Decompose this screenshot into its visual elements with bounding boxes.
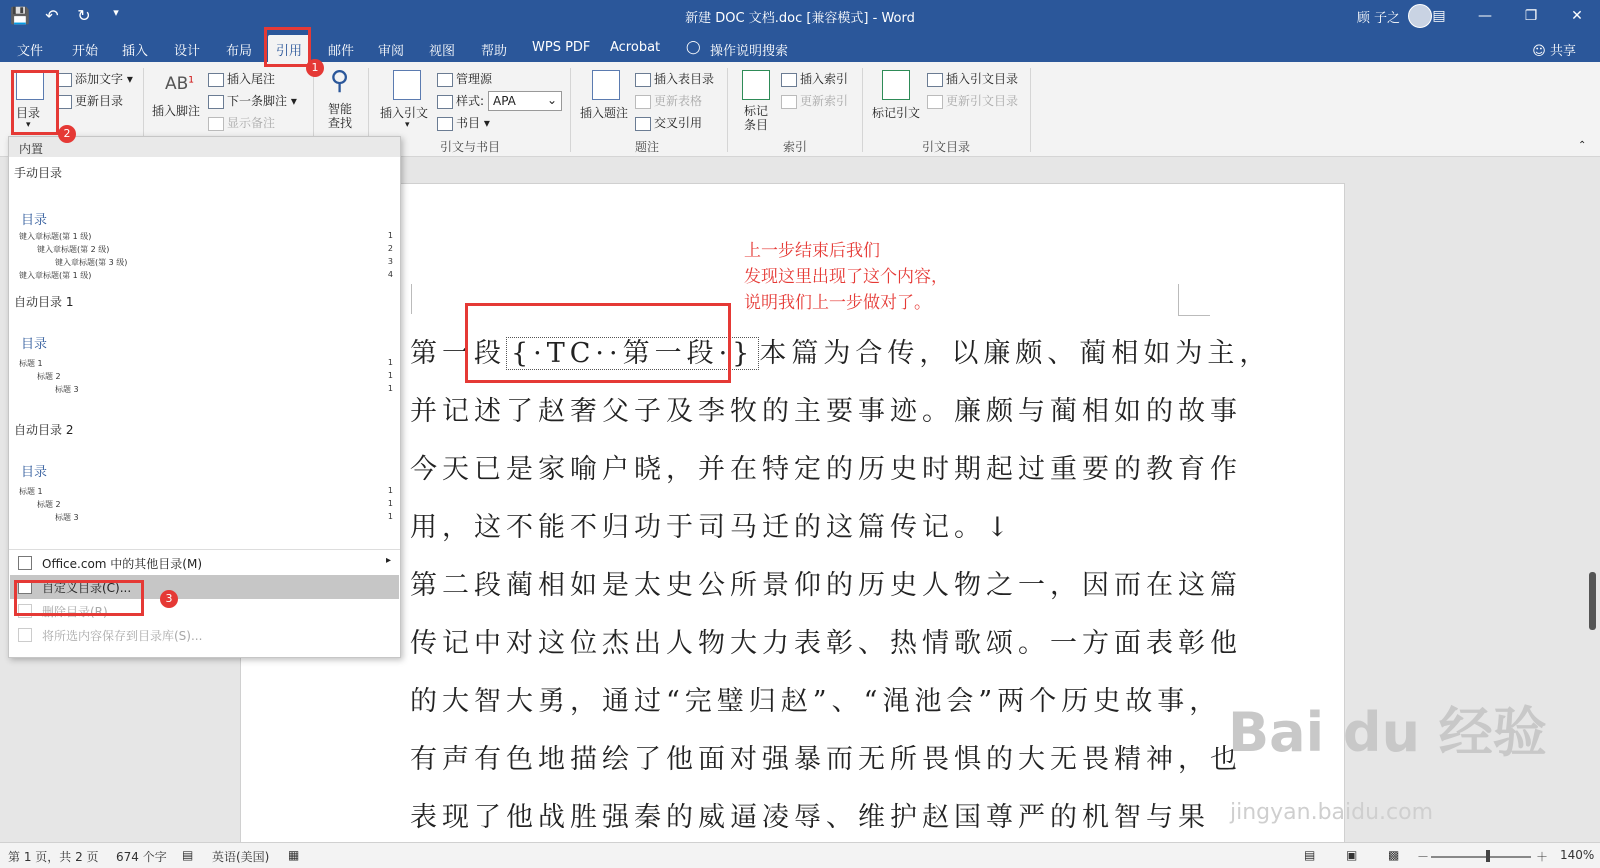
next-footnote-icon bbox=[208, 95, 224, 109]
tab-review[interactable]: 审阅 bbox=[378, 44, 405, 59]
next-footnote-button[interactable]: 下一条脚注 ▾ bbox=[208, 92, 297, 109]
update-toa-icon bbox=[927, 95, 943, 109]
more-tocs-label: Office.com 中的其他目录(M) bbox=[42, 557, 203, 571]
update-index-button[interactable] bbox=[781, 92, 848, 109]
paragraph-line: 有声有色地描绘了他面对强暴而无所畏惧的大无畏精神，也 bbox=[410, 744, 1242, 775]
toc-line-page: 3 bbox=[387, 257, 393, 266]
insert-toa-label: 插入引文目录 bbox=[946, 72, 1019, 86]
share-label: 共享 bbox=[1549, 44, 1576, 59]
save-selection-label: 将所选内容保存到目录库(S)... bbox=[42, 629, 203, 643]
menu-section-header: 内置 bbox=[9, 137, 400, 157]
custom-toc-highlight-box bbox=[14, 580, 144, 616]
toc-preview-heading: 目录 bbox=[21, 213, 48, 228]
manage-sources-button[interactable] bbox=[437, 70, 492, 87]
manual-toc-caption: 手动目录 bbox=[14, 166, 63, 180]
toc-preview-line bbox=[19, 486, 393, 498]
group-label-toa: 引文目录 bbox=[922, 140, 971, 154]
vertical-scrollbar[interactable] bbox=[1589, 572, 1596, 630]
toc-line-page: 1 bbox=[387, 486, 393, 495]
manual-toc-gallery-item[interactable] bbox=[13, 183, 397, 283]
group-label-citations: 引文与书目 bbox=[440, 140, 501, 154]
collapse-ribbon-icon[interactable]: ⌃ bbox=[1578, 140, 1587, 151]
read-mode-icon[interactable]: ▤ bbox=[1304, 848, 1316, 862]
toc-line-text: 标题 2 bbox=[37, 372, 61, 381]
insert-index-button[interactable] bbox=[781, 70, 848, 87]
window-title: 新建 DOC 文档.doc [兼容模式] - Word bbox=[685, 11, 915, 26]
citation-style-select[interactable] bbox=[488, 91, 562, 111]
toc-line-text: 键入章标题(第 2 级) bbox=[37, 245, 110, 254]
word-count[interactable]: 674 个字 bbox=[116, 850, 167, 864]
paragraph-line: 传记中对这位杰出人物大力表彰、热情歌颂。一方面表彰他 bbox=[410, 628, 1242, 659]
bibliography-button[interactable]: 书目 ▾ bbox=[437, 114, 490, 131]
annotation-line: 上一步结束后我们 bbox=[744, 241, 880, 261]
window-controls bbox=[1416, 0, 1600, 32]
tab-layout[interactable]: 布局 bbox=[226, 44, 253, 59]
paragraph-line: 并记述了赵奢父子及李牧的主要事迹。廉颇与蔺相如的故事 bbox=[410, 396, 1242, 427]
status-bar bbox=[0, 842, 1600, 868]
tab-insert[interactable]: 插入 bbox=[122, 44, 149, 59]
table-of-figures-icon bbox=[635, 73, 651, 87]
group-divider bbox=[570, 68, 571, 152]
show-notes-icon bbox=[208, 117, 224, 131]
chevron-down-icon[interactable]: ▾ bbox=[26, 120, 31, 130]
save-icon[interactable]: 💾 bbox=[10, 6, 30, 25]
update-table-label: 更新表格 bbox=[654, 94, 703, 108]
insert-citation-button[interactable]: 插入引文 bbox=[380, 106, 429, 120]
add-text-button[interactable]: 添加文字 ▾ bbox=[56, 70, 133, 87]
toc-button-highlight-box bbox=[11, 70, 59, 135]
tab-wps-pdf[interactable]: WPS PDF bbox=[532, 40, 591, 55]
tab-references[interactable]: 引用 bbox=[268, 35, 310, 65]
chevron-down-icon: ⌄ bbox=[546, 93, 557, 107]
baidu-watermark-logo: Bai du 经验 bbox=[1228, 701, 1547, 764]
endnote-icon bbox=[208, 73, 224, 87]
style-label-text: 样式: bbox=[456, 94, 485, 108]
bibliography-icon bbox=[437, 117, 453, 131]
save-selection-to-gallery-item[interactable] bbox=[10, 623, 399, 647]
toc-line-text: 键入章标题(第 1 级) bbox=[19, 232, 92, 241]
auto-toc-2-caption: 自动目录 2 bbox=[14, 423, 74, 437]
customize-icon[interactable]: ▾ bbox=[113, 6, 119, 19]
insert-caption-icon bbox=[592, 70, 620, 100]
manage-sources-icon bbox=[437, 73, 453, 87]
insert-toa-button[interactable] bbox=[927, 70, 1018, 87]
person-icon: ☺ bbox=[1532, 44, 1550, 59]
annotation-line: 发现这里出现了这个内容， bbox=[744, 267, 948, 287]
mark-citation-icon bbox=[882, 70, 910, 100]
cross-reference-button[interactable] bbox=[635, 114, 702, 131]
toc-preview-heading: 目录 bbox=[21, 465, 48, 480]
tab-home[interactable]: 开始 bbox=[72, 44, 99, 59]
user-name[interactable]: 顾 子之 bbox=[1356, 11, 1400, 26]
toc-line-page: 2 bbox=[387, 244, 393, 253]
cross-reference-label: 交叉引用 bbox=[654, 116, 703, 130]
group-divider bbox=[727, 68, 728, 152]
page-count[interactable]: 第 1 页，共 2 页 bbox=[8, 850, 99, 864]
update-index-label: 更新索引 bbox=[800, 94, 849, 108]
restore-ribbon-icon[interactable]: ▤ bbox=[1432, 8, 1446, 24]
zoom-out-button[interactable]: － bbox=[1417, 850, 1430, 864]
show-notes-button[interactable] bbox=[208, 114, 275, 131]
add-text-label: 添加文字 bbox=[75, 72, 124, 86]
update-index-icon bbox=[781, 95, 797, 109]
document-body[interactable] bbox=[410, 325, 1272, 847]
toc-line-text: 标题 3 bbox=[55, 513, 79, 522]
next-footnote-label: 下一条脚注 bbox=[227, 94, 288, 108]
minimize-icon[interactable]: — bbox=[1478, 8, 1492, 24]
update-table-button[interactable] bbox=[635, 92, 702, 109]
language-indicator[interactable]: 英语(美国) bbox=[212, 850, 270, 864]
crop-mark bbox=[1178, 284, 1210, 316]
lightbulb-icon: ◯ bbox=[686, 40, 701, 55]
insert-citation-icon bbox=[393, 70, 421, 100]
update-toa-label: 更新引文目录 bbox=[946, 94, 1019, 108]
toc-preview-line bbox=[37, 499, 393, 511]
remove-toc-label: 删除目录(R) bbox=[42, 605, 108, 619]
paragraph-line: 第二段蔺相如是太史公所景仰的历史人物之一，因而在这篇 bbox=[410, 570, 1242, 601]
tab-mailings[interactable]: 邮件 bbox=[328, 44, 355, 59]
paragraph-line: 的大智大勇，通过“完璧归赵”、“渑池会”两个历史故事， bbox=[410, 686, 1222, 717]
auto-toc-1-caption: 自动目录 1 bbox=[14, 295, 74, 309]
save-gallery-icon bbox=[18, 628, 32, 642]
toc-preview-heading: 目录 bbox=[21, 337, 48, 352]
toc-line-text: 标题 1 bbox=[19, 359, 43, 368]
baidu-watermark-url: jingyan.baidu.com bbox=[1230, 800, 1434, 825]
style-icon bbox=[437, 95, 453, 109]
tab-highlight-box bbox=[264, 27, 311, 67]
chevron-down-icon[interactable]: ▾ bbox=[405, 120, 410, 130]
paragraph-line: 用，这不能不归功于司马迁的这篇传记。↓ bbox=[410, 512, 1014, 543]
step-badge: 3 bbox=[160, 590, 178, 608]
tc-field-code[interactable]: {·TC··第一段·} bbox=[506, 337, 759, 370]
paragraph-lead: 第一段 bbox=[410, 338, 506, 369]
print-layout-icon[interactable]: ▣ bbox=[1346, 848, 1358, 862]
annotation-line: 说明我们上一步做对了。 bbox=[744, 293, 931, 313]
toc-preview-line bbox=[19, 270, 393, 282]
ribbon-tabs bbox=[0, 32, 1600, 62]
insert-index-label: 插入索引 bbox=[800, 72, 849, 86]
auto-toc-1-gallery-item[interactable] bbox=[13, 313, 397, 413]
group-divider bbox=[1030, 68, 1031, 152]
web-layout-icon[interactable]: ▩ bbox=[1388, 848, 1400, 862]
mark-entry-button[interactable]: 标记 条目 bbox=[744, 104, 769, 132]
toc-line-text: 键入章标题(第 1 级) bbox=[19, 271, 92, 280]
insert-table-of-figures-label: 插入表目录 bbox=[654, 72, 715, 86]
maximize-icon[interactable]: ❐ bbox=[1524, 8, 1538, 24]
tab-help[interactable]: 帮助 bbox=[481, 44, 508, 59]
insert-endnote-label: 插入尾注 bbox=[227, 72, 276, 86]
toc-line-page: 1 bbox=[387, 371, 393, 380]
toc-line-page: 4 bbox=[387, 270, 393, 279]
mark-citation-button[interactable]: 标记引文 bbox=[872, 106, 921, 120]
redo-icon[interactable]: ↻ bbox=[77, 6, 91, 25]
toc-preview-line bbox=[19, 358, 393, 370]
footnote-icon: $AB^1$ bbox=[165, 74, 195, 94]
zoom-level[interactable]: 140% bbox=[1560, 848, 1595, 862]
smart-lookup-icon: ⚲ bbox=[330, 66, 350, 96]
globe-icon bbox=[18, 556, 32, 570]
toc-line-text: 标题 3 bbox=[55, 385, 79, 394]
cross-reference-icon bbox=[635, 117, 651, 131]
paragraph-line: 表现了他战胜强秦的威逼凌辱、维护赵国尊严的机智与果 bbox=[410, 802, 1210, 833]
group-label-captions: 题注 bbox=[635, 140, 660, 154]
bibliography-label: 书目 bbox=[456, 116, 481, 130]
citation-style-value: APA bbox=[493, 94, 516, 108]
zoom-in-button[interactable]: ＋ bbox=[1536, 850, 1549, 864]
toc-line-page: 1 bbox=[387, 358, 393, 367]
toc-preview-line bbox=[37, 371, 393, 383]
zoom-slider[interactable] bbox=[1431, 856, 1531, 858]
update-toc-label: 更新目录 bbox=[75, 94, 124, 108]
paragraph-tail: 本篇为合传，以廉颇、蔺相如为主， bbox=[759, 338, 1272, 369]
toc-line-page: 1 bbox=[387, 499, 393, 508]
toc-line-text: 标题 2 bbox=[37, 500, 61, 509]
smart-lookup-button[interactable]: 智能 查找 bbox=[328, 102, 353, 130]
chevron-right-icon: ▸ bbox=[385, 555, 391, 566]
insert-footnote-button[interactable]: 插入脚注 bbox=[152, 104, 201, 118]
show-notes-label: 显示备注 bbox=[227, 116, 276, 130]
update-toc-button[interactable] bbox=[56, 92, 123, 109]
tab-file[interactable]: 文件 bbox=[17, 44, 44, 59]
insert-caption-button[interactable]: 插入题注 bbox=[580, 106, 629, 120]
toc-line-text: 键入章标题(第 3 级) bbox=[55, 258, 128, 267]
toc-line-page: 1 bbox=[387, 512, 393, 521]
toc-preview-line bbox=[55, 512, 393, 524]
zoom-slider-thumb[interactable] bbox=[1486, 850, 1490, 862]
more-tocs-from-office-item[interactable] bbox=[10, 551, 399, 575]
update-table-icon bbox=[635, 95, 651, 109]
manage-sources-label: 管理源 bbox=[456, 72, 493, 86]
tell-me-search[interactable]: 操作说明搜索 bbox=[710, 44, 789, 59]
toc-preview-line bbox=[55, 257, 393, 269]
share-button[interactable] bbox=[1532, 40, 1576, 59]
menu-divider bbox=[9, 549, 400, 550]
tab-view[interactable]: 视图 bbox=[429, 44, 456, 59]
insert-table-of-figures-button[interactable] bbox=[635, 70, 714, 87]
toc-line-page: 1 bbox=[387, 231, 393, 240]
macro-icon[interactable]: ▦ bbox=[288, 848, 300, 862]
group-label-index: 索引 bbox=[783, 140, 808, 154]
toc-preview-line bbox=[19, 231, 393, 243]
undo-icon[interactable]: ↶ bbox=[45, 6, 59, 25]
paragraph-line: 今天已是家喻户晓，并在特定的历史时期起过重要的教育作 bbox=[410, 454, 1242, 485]
step-badge: 2 bbox=[58, 125, 76, 143]
auto-toc-2-gallery-item[interactable] bbox=[13, 441, 397, 541]
toc-button[interactable]: 目录 bbox=[16, 106, 41, 120]
insert-toa-icon bbox=[927, 73, 943, 87]
step-badge: 1 bbox=[306, 59, 324, 77]
toc-line-text: 标题 1 bbox=[19, 487, 43, 496]
tab-acrobat[interactable]: Acrobat bbox=[610, 40, 661, 55]
field-highlight-box bbox=[465, 303, 731, 383]
insert-endnote-button[interactable] bbox=[208, 70, 275, 87]
style-label bbox=[437, 92, 484, 109]
proofing-icon[interactable]: ▤ bbox=[182, 848, 194, 862]
toc-preview-line bbox=[55, 384, 393, 396]
update-toa-button[interactable] bbox=[927, 92, 1018, 109]
tab-design[interactable]: 设计 bbox=[174, 44, 201, 59]
close-icon[interactable]: ✕ bbox=[1571, 8, 1583, 24]
custom-toc-label: 自定义目录(C)... bbox=[42, 581, 132, 595]
mark-entry-icon bbox=[742, 70, 770, 100]
toc-line-page: 1 bbox=[387, 384, 393, 393]
insert-index-icon bbox=[781, 73, 797, 87]
annotation-note bbox=[744, 238, 948, 316]
toc-preview-line bbox=[37, 244, 393, 256]
group-divider bbox=[862, 68, 863, 152]
title-bar bbox=[0, 0, 1600, 32]
